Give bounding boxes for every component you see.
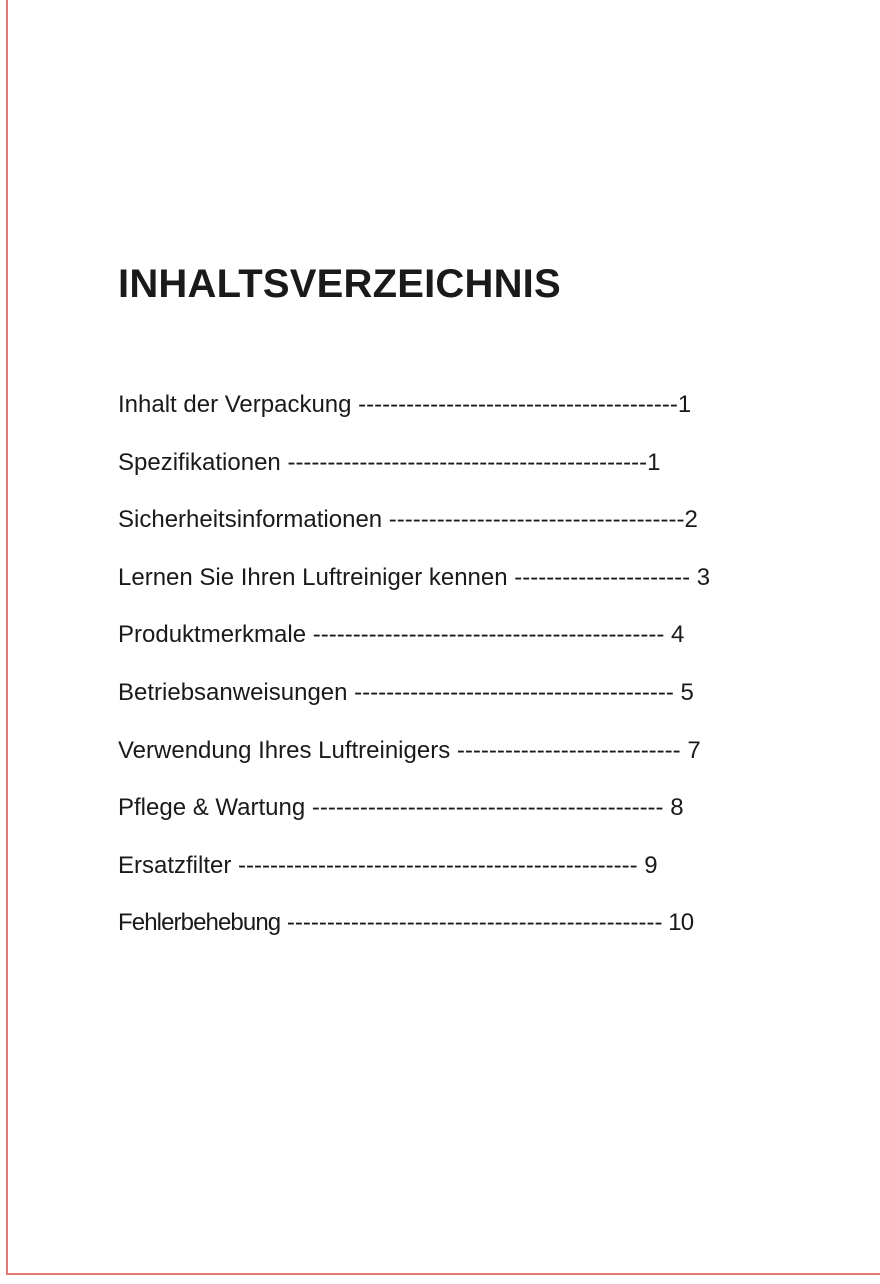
toc-leader: ---------------------------- — [450, 736, 681, 764]
page-border-left — [6, 0, 8, 1275]
toc-label: Fehlerbehebung — [118, 909, 281, 937]
toc-leader: -------------------------------------------- — [306, 621, 665, 649]
toc-entry-produktmerkmale — [118, 619, 798, 677]
toc-label: Produktmerkmale — [118, 621, 307, 649]
toc-page-number: 4 — [664, 621, 685, 649]
table-of-contents — [118, 389, 798, 965]
toc-entry-ersatzfilter — [118, 850, 798, 908]
toc-label: Spezifikationen — [118, 448, 281, 476]
toc-leader: ---------------------------------------- — [347, 678, 674, 706]
toc-page-number: 1 — [677, 391, 692, 418]
toc-page-number: 10 — [662, 909, 694, 937]
toc-entry-verwendung-ihres-luftreinigers — [118, 735, 798, 793]
toc-page-number: 3 — [690, 563, 711, 591]
toc-page-number: 2 — [684, 506, 698, 534]
toc-entry-inhalt-der-verpackung — [118, 389, 798, 447]
toc-leader: ----------------------------------------------- — [280, 909, 663, 937]
toc-page-number: 8 — [663, 794, 684, 822]
page-title: INHALTSVERZEICHNIS — [118, 262, 561, 306]
toc-label: Verwendung Ihres Luftreinigers — [118, 736, 451, 764]
toc-page-number: 5 — [673, 678, 694, 706]
toc-leader: ---------------------- — [507, 563, 691, 591]
toc-entry-lernen-sie-ihren-luftreiniger-kennen — [118, 562, 798, 620]
toc-page-number: 7 — [680, 736, 701, 764]
toc-label: Inhalt der Verpackung — [118, 391, 352, 418]
toc-page-number: 1 — [647, 448, 661, 476]
toc-label: Betriebsanweisungen — [118, 678, 348, 706]
toc-entry-fehlerbehebung — [118, 907, 798, 965]
toc-entry-spezifikationen — [118, 447, 798, 505]
toc-label: Ersatzfilter — [118, 851, 232, 879]
toc-entry-betriebsanweisungen — [118, 677, 798, 735]
toc-entry-sicherheitsinformationen — [118, 504, 798, 562]
toc-leader: --------------------------------------------- — [280, 448, 648, 476]
toc-page-number: 9 — [637, 851, 658, 879]
toc-leader: -------------------------------------------------- — [231, 851, 638, 879]
toc-leader: ---------------------------------------- — [351, 391, 678, 418]
toc-leader: -------------------------------------------- — [305, 794, 664, 822]
toc-label: Pflege & Wartung — [118, 794, 306, 822]
page-border-bottom — [6, 1273, 880, 1275]
toc-entry-pflege-und-wartung — [118, 792, 798, 850]
toc-label: Sicherheitsinformationen — [118, 506, 383, 534]
toc-leader: ------------------------------------- — [382, 506, 685, 534]
toc-label: Lernen Sie Ihren Luftreiniger kennen — [118, 563, 508, 591]
